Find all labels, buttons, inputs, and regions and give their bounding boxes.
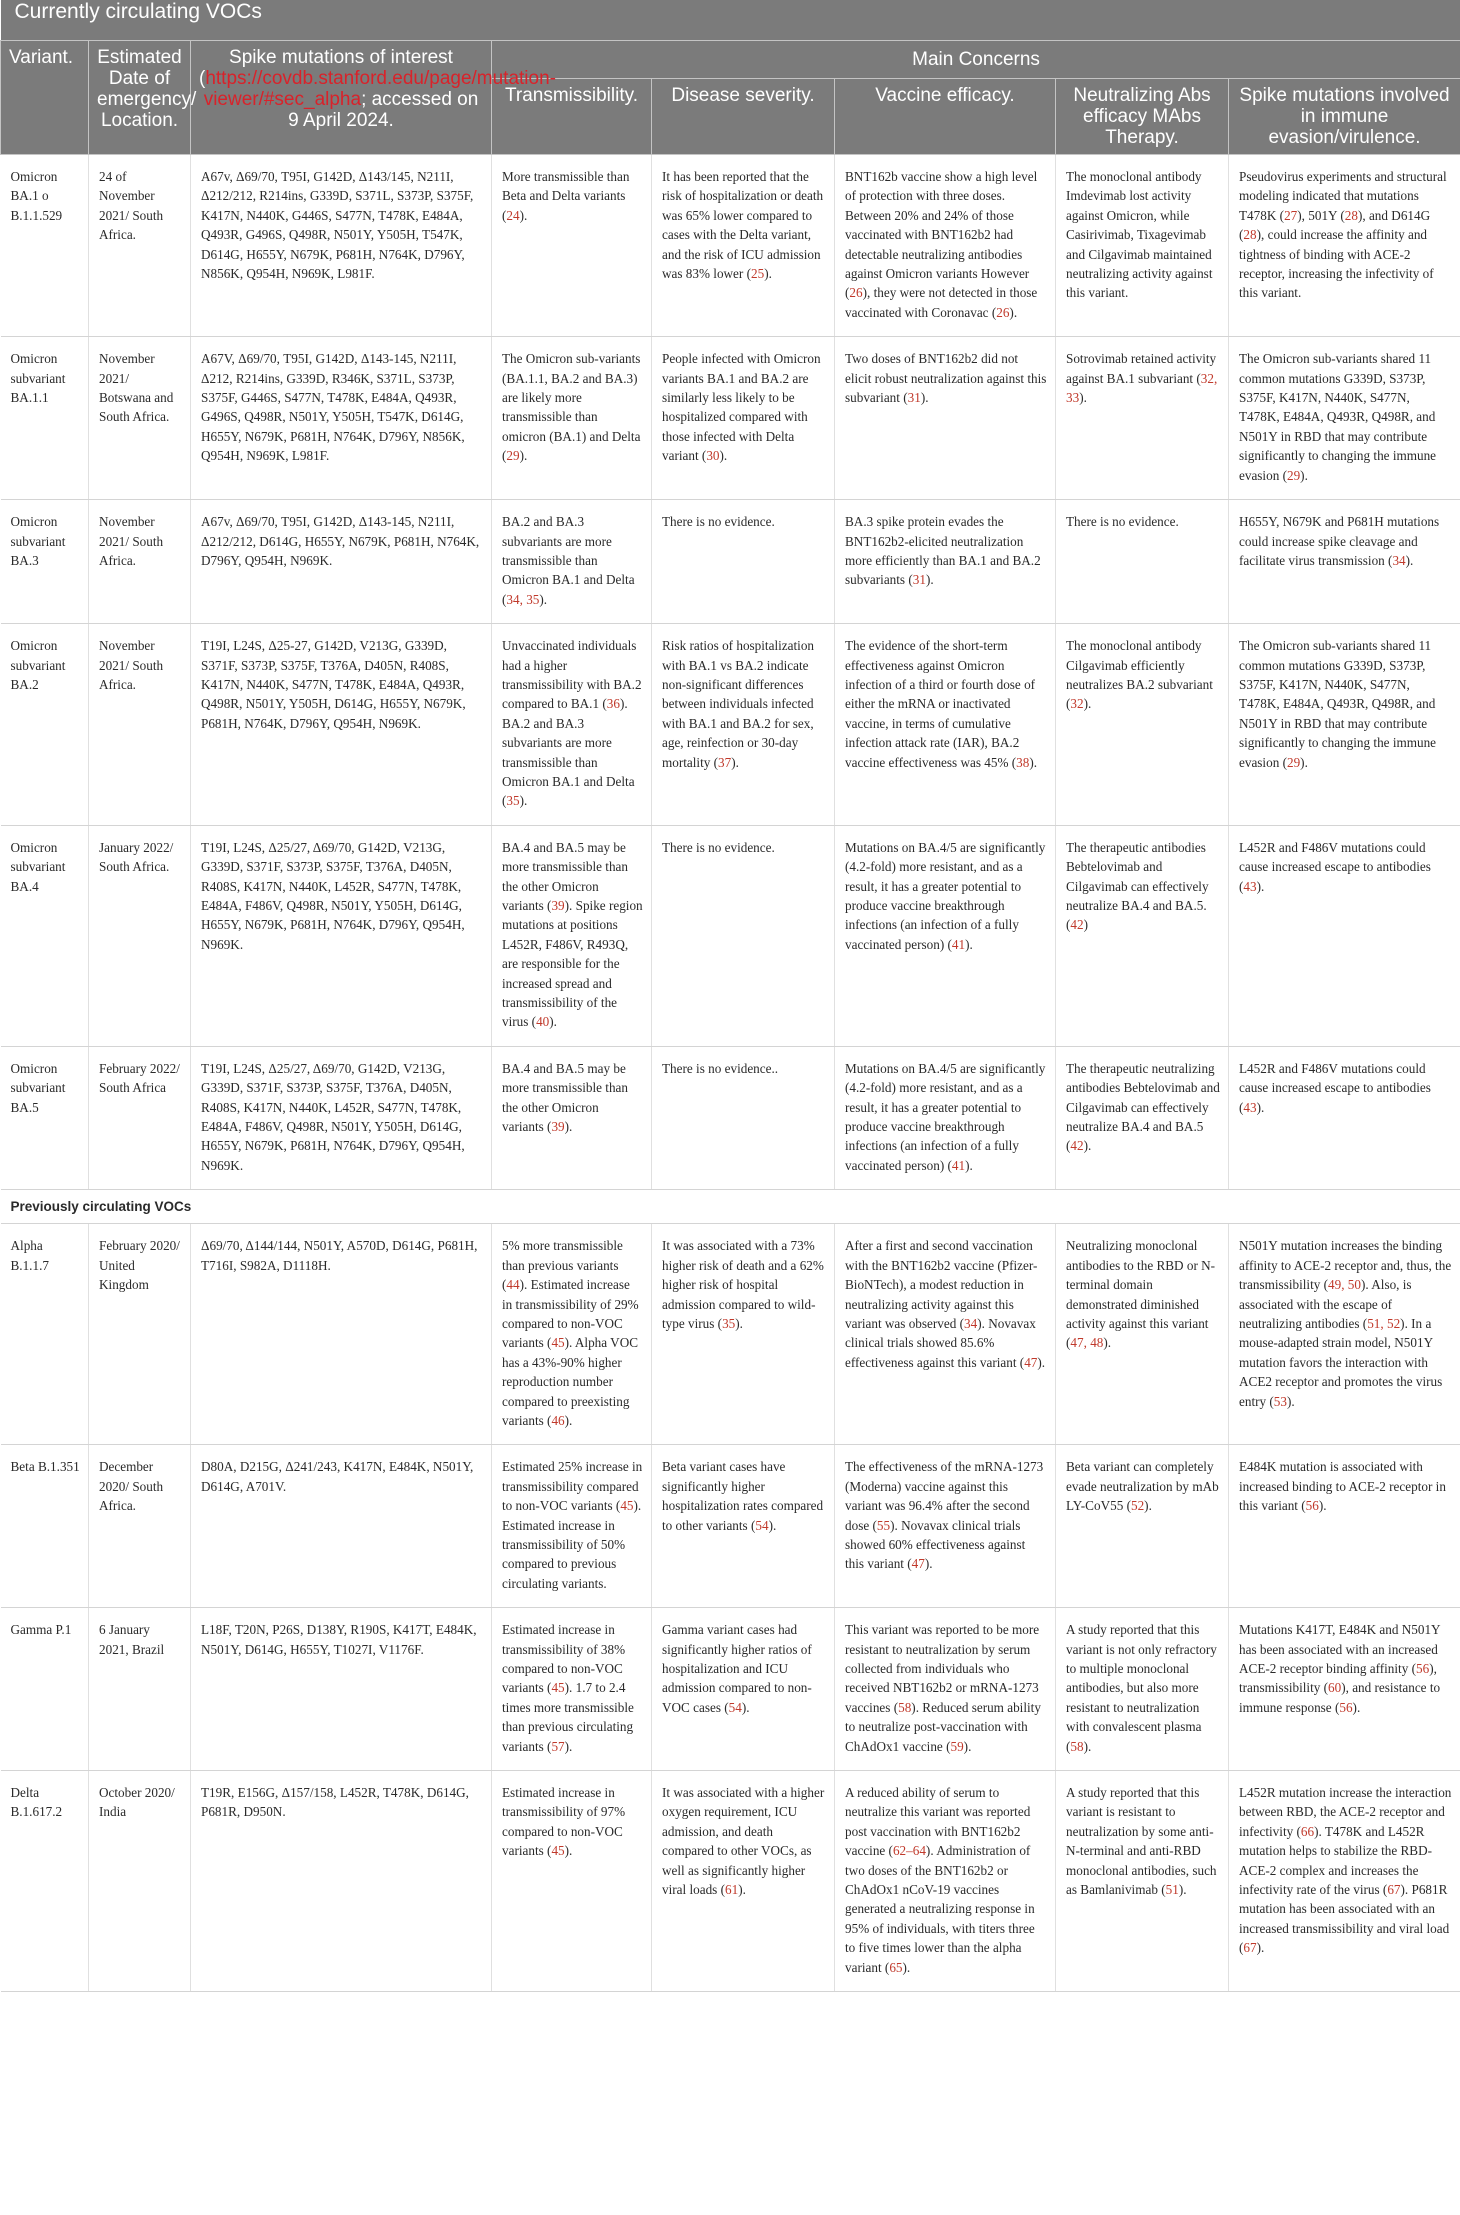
reference-link[interactable]: 45 — [620, 1498, 634, 1514]
header-vaccine-efficacy: Vaccine efficacy. — [835, 79, 1056, 155]
date-location-cell: February 2022/ South Africa — [89, 1046, 191, 1189]
reference-link[interactable]: 32, 33 — [1066, 370, 1218, 406]
reference-link[interactable]: 43 — [1243, 1099, 1257, 1115]
date-location-cell: November 2021/ Botswana and South Africa. — [89, 337, 191, 500]
header-disease-severity: Disease severity. — [652, 79, 835, 155]
reference-link[interactable]: 62–64 — [892, 1843, 926, 1859]
transmissibility-cell: Estimated increase in transmissibility of 38% compared to non-VOC variants (45). 1.7 to 2.4 times more transmissible than previous circulating variants (57). — [492, 1608, 652, 1771]
date-location-cell: 24 of November 2021/ South Africa. — [89, 155, 191, 337]
table-row — [1, 825, 1460, 1046]
table-title: Currently circulating VOCs — [1, 0, 1460, 41]
variant-cell: Beta B.1.351 — [1, 1445, 89, 1608]
reference-link[interactable]: 51, 52 — [1367, 1315, 1401, 1331]
header-spike-suffix: ; accessed on 9 April 2024. — [288, 89, 479, 131]
reference-link[interactable]: 42 — [1070, 917, 1084, 933]
immune-evasion-cell: The Omicron sub-variants shared 11 common mutations G339D, S373P, S375F, K417N, N440K, S477N, T478K, E484A, Q493R, Q498R, and N501Y in RBD that may contribute significantly to changing the immune evasion (29). — [1229, 624, 1460, 826]
immune-evasion-cell: The Omicron sub-variants shared 11 common mutations G339D, S373P, S375F, K417N, N440K, S477N, T478K, E484A, Q493R, Q498R, and N501Y in RBD that may contribute significantly to changing the immune evasion (29). — [1229, 337, 1460, 500]
spike-mutations-cell: A67v, Δ69/70, T95I, G142D, Δ143-145, N211I, Δ212/212, D614G, H655Y, N679K, P681H, N764K, D796Y, Q954H, N969K. — [191, 500, 492, 624]
spike-mutations-cell: T19I, L24S, Δ25-27, G142D, V213G, G339D, S371F, S373P, S375F, T376A, D405N, R408S, K417N, N440K, S477N, T478K, E484A, Q493R, Q498R, N501Y, Y505H, D614G, H655Y, N679K, P681H, N764K, D796Y, Q954H, N969K. — [191, 624, 492, 826]
reference-link[interactable]: 44 — [506, 1277, 520, 1293]
variant-cell: Gamma P.1 — [1, 1608, 89, 1771]
reference-link[interactable]: 41 — [951, 1157, 966, 1173]
variant-cell: Omicron subvariant BA.4 — [1, 825, 89, 1046]
header-spike-prefix: Spike mutations of interest ( — [199, 47, 453, 89]
reference-link[interactable]: 36 — [606, 696, 620, 712]
table-row — [1, 624, 1460, 826]
reference-link[interactable]: 39 — [551, 1119, 565, 1135]
vaccine-efficacy-cell: Mutations on BA.4/5 are significantly (4.2-fold) more resistant, and as a result, it has a greater potential to produce vaccine breakthrough infections (an infection of a fully vaccinated person) (41). — [835, 825, 1056, 1046]
reference-link[interactable]: 42 — [1070, 1138, 1084, 1154]
spike-mutations-cell: T19I, L24S, Δ25/27, Δ69/70, G142D, V213G, G339D, S371F, S373P, S375F, T376A, D405N, R408S, K417N, N440K, L452R, S477N, T478K, E484A, F486V, Q498R, N501Y, Y505H, D614G, H655Y, N679K, P681H, N764K, D796Y, Q954H, N969K. — [191, 825, 492, 1046]
variant-cell: Delta B.1.617.2 — [1, 1771, 89, 1992]
transmissibility-cell: BA.4 and BA.5 may be more transmissible than the other Omicron variants (39). Spike region mutations at positions L452R, F486V, R493Q, are responsible for the increased spread and transmissibility of the virus (40). — [492, 825, 652, 1046]
date-location-cell: 6 January 2021, Brazil — [89, 1608, 191, 1771]
reference-link[interactable]: 28 — [1344, 207, 1358, 223]
reference-link[interactable]: 66 — [1300, 1823, 1315, 1839]
vaccine-efficacy-cell: The evidence of the short-term effectiveness against Omicron infection of a third or fourth dose of either the mRNA or inactivated vaccine, in terms of cumulative infection attack rate (IAR), BA.2 vaccine effectiveness was 45% (38). — [835, 624, 1056, 826]
disease-severity-cell: There is no evidence.. — [652, 1046, 835, 1189]
spike-mutations-cell: L18F, T20N, P26S, D138Y, R190S, K417T, E484K, N501Y, D614G, H655Y, T1027I, V1176F. — [191, 1608, 492, 1771]
covdb-link[interactable]: https://covdb.stanford.edu/page/mutation-viewer/#sec_alpha — [203, 68, 556, 110]
reference-link[interactable]: 28 — [1243, 227, 1257, 243]
disease-severity-cell: People infected with Omicron variants BA.1 and BA.2 are similarly less likely to be hospitalized compared with those infected with Delta variant (30). — [652, 337, 835, 500]
disease-severity-cell: Risk ratios of hospitalization with BA.1 vs BA.2 indicate non-significant differences between individuals infected with BA.1 and BA.2 for sex, age, reinfection or 30-day mortality (37). — [652, 624, 835, 826]
neutralizing-abs-cell: A study reported that this variant is not only refractory to multiple monoclonal antibodies, but also more resistant to neutralization with convalescent plasma (58). — [1056, 1608, 1229, 1771]
spike-mutations-cell: D80A, D215G, Δ241/243, K417N, E484K, N501Y, D614G, A701V. — [191, 1445, 492, 1608]
reference-link[interactable]: 40 — [536, 1014, 550, 1030]
table-row — [1, 1046, 1460, 1189]
neutralizing-abs-cell: Beta variant can completely evade neutralization by mAb LY-CoV55 (52). — [1056, 1445, 1229, 1608]
disease-severity-cell: There is no evidence. — [652, 500, 835, 624]
variant-cell: Omicron subvariant BA.5 — [1, 1046, 89, 1189]
variant-cell: Omicron subvariant BA.3 — [1, 500, 89, 624]
previous-vocs-body — [1, 1224, 1460, 1992]
previous-section — [1, 1190, 1460, 1224]
vaccine-efficacy-cell: Two doses of BNT162b2 did not elicit robust neutralization against this subvariant (31). — [835, 337, 1056, 500]
disease-severity-cell: Beta variant cases have significantly higher hospitalization rates compared to other variants (54). — [652, 1445, 835, 1608]
table-row — [1, 155, 1460, 337]
reference-link[interactable]: 39 — [551, 898, 565, 913]
reference-link[interactable]: 31 — [912, 572, 926, 588]
table-row — [1, 337, 1460, 500]
current-vocs-body — [1, 155, 1460, 1190]
header-spike-mutations — [191, 41, 556, 155]
immune-evasion-cell: N501Y mutation increases the binding affinity to ACE-2 receptor and, thus, the transmissibility (49, 50). Also, is associated with the escape of neutralizing antibodies (51, 52). In a mouse-adapted strain model, N501Y mutation favors the interaction with ACE2 receptor and promotes the virus entry (53). — [1229, 1224, 1460, 1445]
transmissibility-cell: BA.2 and BA.3 subvariants are more transmissible than Omicron BA.1 and Delta (34, 35). — [492, 500, 652, 624]
reference-link[interactable]: 57 — [551, 1738, 565, 1754]
reference-link[interactable]: 34 — [1392, 552, 1406, 568]
reference-link[interactable]: 52 — [1130, 1498, 1145, 1514]
reference-link[interactable]: 24 — [506, 207, 520, 223]
table-row — [1, 1224, 1460, 1445]
table-row — [1, 500, 1460, 624]
reference-link[interactable]: 51 — [1165, 1882, 1179, 1898]
reference-link[interactable]: 41 — [951, 936, 966, 952]
immune-evasion-cell: E484K mutation is associated with increased binding to ACE-2 receptor in this variant (56). — [1229, 1445, 1460, 1608]
transmissibility-cell: 5% more transmissible than previous variants (44). Estimated increase in transmissibility of 29% compared to non-VOC variants (45). Alpha VOC has a 43%-90% higher reproduction number compared to preexisting variants (46). — [492, 1224, 652, 1445]
variant-cell: Omicron subvariant BA.2 — [1, 624, 89, 826]
reference-link[interactable]: 67 — [1387, 1882, 1401, 1898]
previous-vocs-label: Previously circulating VOCs — [1, 1190, 1460, 1224]
reference-link[interactable]: 61 — [725, 1882, 739, 1898]
vaccine-efficacy-cell: BA.3 spike protein evades the BNT162b2-elicited neutralization more efficiently than BA.1 and BA.2 subvariants (31). — [835, 500, 1056, 624]
disease-severity-cell: It was associated with a 73% higher risk of death and a 62% higher risk of hospital admission compared to wild-type virus (35). — [652, 1224, 835, 1445]
vaccine-efficacy-cell: The effectiveness of the mRNA-1273 (Moderna) vaccine against this variant was 96.4% after the second dose (55). Novavax clinical trials showed 60% effectiveness against this variant (47). — [835, 1445, 1056, 1608]
reference-link[interactable]: 47 — [1024, 1354, 1038, 1370]
table-row — [1, 1445, 1460, 1608]
reference-link[interactable]: 29 — [1286, 467, 1301, 483]
disease-severity-cell: It has been reported that the risk of hospitalization or death was 65% lower compared to cases with the Delta variant, and the risk of ICU admission was 83% lower (25). — [652, 155, 835, 337]
vaccine-efficacy-cell: This variant was reported to be more resistant to neutralization by serum collected from individuals who received NBT162b2 or mRNA-1273 vaccines (58). Reduced serum ability to neutralize post-vaccination with ChAdOx1 vaccine (59). — [835, 1608, 1056, 1771]
disease-severity-cell: Gamma variant cases had significantly higher ratios of hospitalization and ICU admission compared to non-VOC cases (54). — [652, 1608, 835, 1771]
reference-link[interactable]: 54 — [728, 1699, 742, 1715]
disease-severity-cell: It was associated with a higher oxygen requirement, ICU admission, and death compared to other VOCs, as well as significantly higher viral loads (61). — [652, 1771, 835, 1992]
reference-link[interactable]: 49, 50 — [1328, 1277, 1361, 1293]
date-location-cell: January 2022/ South Africa. — [89, 825, 191, 1046]
reference-link[interactable]: 37 — [718, 754, 732, 770]
reference-link[interactable]: 35 — [722, 1315, 736, 1331]
reference-link[interactable]: 67 — [1243, 1940, 1257, 1956]
spike-mutations-cell: T19I, L24S, Δ25/27, Δ69/70, G142D, V213G, G339D, S371F, S373P, S375F, T376A, D405N, R408S, K417N, N440K, L452R, S477N, T478K, E484A, F486V, Q498R, N501Y, Y505H, D614G, H655Y, N679K, P681H, N764K, D796Y, Q954H, N969K. — [191, 1046, 492, 1189]
vaccine-efficacy-cell: After a first and second vaccination with the BNT162b2 vaccine (Pfizer-BioNTech), a modest reduction in neutralizing activity against this variant was observed (34). Novavax clinical trials showed 85.6% effectiveness against this variant (47). — [835, 1224, 1056, 1445]
reference-link[interactable]: 58 — [898, 1699, 912, 1715]
header-neutralizing-abs: Neutralizing Abs efficacy MAbs Therapy. — [1056, 79, 1229, 155]
reference-link[interactable]: 56 — [1305, 1498, 1319, 1514]
transmissibility-cell: Estimated 25% increase in transmissibility compared to non-VOC variants (45). Estimated increase in transmissibility of 50% compared to previous circulating variants. — [492, 1445, 652, 1608]
variant-cell: Omicron BA.1 o B.1.1.529 — [1, 155, 89, 337]
immune-evasion-cell: H655Y, N679K and P681H mutations could increase spike cleavage and facilitate virus transmission (34). — [1229, 500, 1460, 624]
reference-link[interactable]: 38 — [1016, 754, 1030, 770]
spike-mutations-cell: A67v, Δ69/70, T95I, G142D, Δ143/145, N211I, Δ212/212, R214ins, G339D, S371L, S373P, S375F, K417N, N440K, G446S, S477N, T478K, E484A, Q493R, G496S, Q498R, N501Y, Y505H, T547K, D614G, H655Y, N679K, P681H, N764K, D796Y, N856K, Q954H, N969K, L981F. — [191, 155, 492, 337]
reference-link[interactable]: 56 — [1339, 1699, 1353, 1715]
reference-link[interactable]: 47, 48 — [1070, 1335, 1104, 1351]
reference-link[interactable]: 43 — [1243, 878, 1257, 894]
reference-link[interactable]: 30 — [706, 448, 720, 464]
reference-link[interactable]: 26 — [849, 285, 863, 301]
reference-link[interactable]: 56 — [1416, 1661, 1430, 1676]
neutralizing-abs-cell: The therapeutic neutralizing antibodies Bebtelovimab and Cilgavimab can effectively neutralize BA.4 and BA.5 (42). — [1056, 1046, 1229, 1189]
reference-link[interactable]: 45 — [551, 1335, 565, 1351]
table-row — [1, 1771, 1460, 1992]
header-date: Estimated Date of emergency/ Location. — [89, 41, 191, 155]
reference-link[interactable]: 45 — [551, 1843, 565, 1859]
reference-link[interactable]: 54 — [755, 1517, 769, 1533]
variant-cell: Alpha B.1.1.7 — [1, 1224, 89, 1445]
spike-mutations-cell: A67V, Δ69/70, T95I, G142D, Δ143-145, N211I, Δ212, R214ins, G339D, R346K, S371L, S373P, S375F, G446S, S477N, T478K, E484A, Q493R, G496S, Q498R, N501Y, Y505H, T547K, D614G, H655Y, N679K, P681H, N764K, D796Y, N856K, Q954H, N969K, L981F. — [191, 337, 492, 500]
immune-evasion-cell: Pseudovirus experiments and structural modeling indicated that mutations T478K (27), 501Y (28), and D614G (28), could increase the affinity and tightness of binding with ACE-2 receptor, increasing the infectivity of this variant. — [1229, 155, 1460, 337]
immune-evasion-cell: L452R mutation increase the interaction between RBD, the ACE-2 receptor and infectivity (66). T478K and L452R mutation helps to stabilize the RBD-ACE-2 complex and increases the infectivity rate of the virus (67). P681R mutation has been associated with an increased transmissibility and viral load (67). — [1229, 1771, 1460, 1992]
vaccine-efficacy-cell: A reduced ability of serum to neutralize this variant was reported post vaccination with BNT162b2 vaccine (62–64). Administration of two doses of the BNT162b2 or ChAdOx1 nCoV-19 vaccines generated a neutralizing response in 95% of individuals, with titers three to five times lower than the alpha variant (65). — [835, 1771, 1056, 1992]
reference-link[interactable]: 29 — [1286, 754, 1301, 770]
date-location-cell: October 2020/ India — [89, 1771, 191, 1992]
reference-link[interactable]: 55 — [876, 1517, 891, 1533]
reference-link[interactable]: 47 — [911, 1556, 925, 1572]
transmissibility-cell: Unvaccinated individuals had a higher transmissibility with BA.2 compared to BA.1 (36). BA.2 and BA.3 subvariants are more transmissible than Omicron BA.1 and Delta (35). — [492, 624, 652, 826]
spike-mutations-cell: T19R, E156G, Δ157/158, L452R, T478K, D614G, P681R, D950N. — [191, 1771, 492, 1992]
neutralizing-abs-cell: There is no evidence. — [1056, 500, 1229, 624]
neutralizing-abs-cell: The therapeutic antibodies Bebtelovimab and Cilgavimab can effectively neutralize BA.4 and BA.5. (42) — [1056, 825, 1229, 1046]
reference-link[interactable]: 45 — [551, 1680, 565, 1696]
header-variant: Variant. — [1, 41, 89, 155]
vaccine-efficacy-cell: Mutations on BA.4/5 are significantly (4.2-fold) more resistant, and as a result, it has a greater potential to produce vaccine breakthrough infections (an infection of a fully vaccinated person) (41). — [835, 1046, 1056, 1189]
transmissibility-cell: BA.4 and BA.5 may be more transmissible than the other Omicron variants (39). — [492, 1046, 652, 1189]
spike-mutations-cell: Δ69/70, Δ144/144, N501Y, A570D, D614G, P681H, T716I, S982A, D1118H. — [191, 1224, 492, 1445]
reference-link[interactable]: 34 — [964, 1315, 978, 1331]
vaccine-efficacy-cell: BNT162b vaccine show a high level of protection with three doses. Between 20% and 24% of those vaccinated with BNT162b2 had detectable neutralizing antibodies against Omicron variants However (26), they were not detected in those vaccinated with Coronavac (26). — [835, 155, 1056, 337]
variant-cell: Omicron subvariant BA.1.1 — [1, 337, 89, 500]
reference-link[interactable]: 25 — [751, 266, 765, 282]
transmissibility-cell: More transmissible than Beta and Delta variants (24). — [492, 155, 652, 337]
header-main-concerns: Main Concerns — [492, 41, 1460, 79]
header-transmissibility: Transmissibility. — [492, 79, 652, 155]
immune-evasion-cell: Mutations K417T, E484K and N501Y has been associated with an increased ACE-2 receptor binding affinity (56), transmissibility (60), and resistance to immune response (56). — [1229, 1608, 1460, 1771]
reference-link[interactable]: 59 — [950, 1738, 964, 1754]
immune-evasion-cell: L452R and F486V mutations could cause increased escape to antibodies (43). — [1229, 825, 1460, 1046]
reference-link[interactable]: 65 — [889, 1959, 903, 1975]
reference-link[interactable]: 46 — [551, 1412, 565, 1428]
reference-link[interactable]: 31 — [907, 390, 921, 406]
neutralizing-abs-cell: The monoclonal antibody Cilgavimab efficiently neutralizes BA.2 subvariant (32). — [1056, 624, 1229, 826]
immune-evasion-cell: L452R and F486V mutations could cause increased escape to antibodies (43). — [1229, 1046, 1460, 1189]
date-location-cell: February 2020/ United Kingdom — [89, 1224, 191, 1445]
neutralizing-abs-cell: Neutralizing monoclonal antibodies to the RBD or N-terminal domain demonstrated diminished activity against this variant (47, 48). — [1056, 1224, 1229, 1445]
reference-link[interactable]: 29 — [506, 448, 520, 464]
neutralizing-abs-cell: A study reported that this variant is resistant to neutralization by some anti-N-terminal and anti-RBD monoclonal antibodies, such as Bamlanivimab (51). — [1056, 1771, 1229, 1992]
neutralizing-abs-cell: Sotrovimab retained activity against BA.1 subvariant (32, 33). — [1056, 337, 1229, 500]
date-location-cell: November 2021/ South Africa. — [89, 500, 191, 624]
reference-link[interactable]: 32 — [1070, 696, 1084, 712]
reference-link[interactable]: 26 — [996, 304, 1010, 320]
date-location-cell: December 2020/ South Africa. — [89, 1445, 191, 1608]
reference-link[interactable]: 58 — [1070, 1738, 1084, 1754]
date-location-cell: November 2021/ South Africa. — [89, 624, 191, 826]
reference-link[interactable]: 35 — [506, 793, 520, 809]
reference-link[interactable]: 34, 35 — [506, 591, 540, 607]
disease-severity-cell: There is no evidence. — [652, 825, 835, 1046]
reference-link[interactable]: 53 — [1273, 1393, 1287, 1409]
transmissibility-cell: The Omicron sub-variants (BA.1.1, BA.2 and BA.3) are likely more transmissible than omicron (BA.1) and Delta (29). — [492, 337, 652, 500]
header-immune-evasion: Spike mutations involved in immune evasion/virulence. — [1229, 79, 1460, 155]
reference-link[interactable]: 27 — [1284, 207, 1298, 223]
transmissibility-cell: Estimated increase in transmissibility of 97% compared to non-VOC variants (45). — [492, 1771, 652, 1992]
neutralizing-abs-cell: The monoclonal antibody Imdevimab lost activity against Omicron, while Casirivimab, Tixagevimab and Cilgavimab maintained neutralizing activity against this variant. — [1056, 155, 1229, 337]
reference-link[interactable]: 60 — [1328, 1680, 1342, 1696]
table-row — [1, 1608, 1460, 1771]
